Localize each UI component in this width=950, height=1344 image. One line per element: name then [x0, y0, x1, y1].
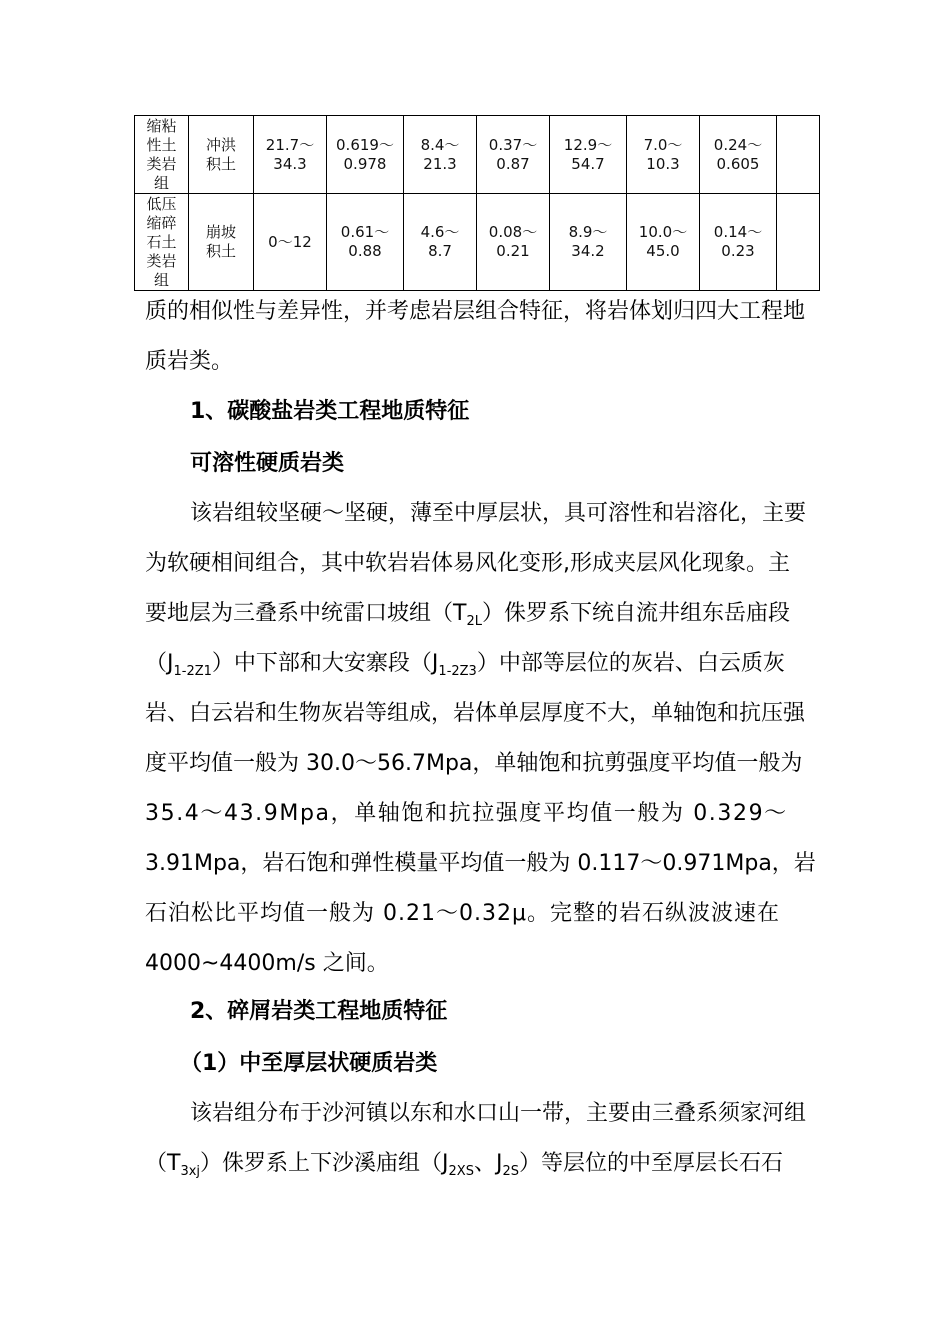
text-run: 、J	[473, 1151, 503, 1176]
cell-text: 类岩	[146, 154, 177, 173]
genesis-cell	[189, 116, 254, 194]
cell-text: 崩坡	[205, 223, 236, 241]
cell-text: 34.3	[273, 154, 307, 173]
genesis-cell	[189, 194, 254, 291]
cell-text: 0.978	[343, 154, 387, 173]
paragraph-line: 该岩组分布于沙河镇以东和水口山一带，主要由三叠系须家河组	[190, 1101, 807, 1126]
subscript: 2S	[502, 1164, 519, 1179]
section-heading: 1、碳酸盐岩类工程地质特征	[190, 399, 470, 424]
value-cell	[254, 116, 327, 194]
text-run: ）侏罗系上下沙溪庙组（J	[200, 1151, 449, 1176]
subscript: 2L	[466, 614, 482, 629]
cell-text: 0.21	[496, 242, 530, 260]
paragraph-line	[145, 1146, 783, 1179]
paragraph-line: 质岩类。	[145, 349, 234, 374]
text-run: 要地层为三叠系中统雷口坡组（T	[145, 601, 467, 626]
cell-text: 0.619～	[336, 135, 394, 154]
text-run: （J	[145, 651, 174, 676]
cell-text: 0.37～	[488, 135, 538, 154]
value-cell	[327, 116, 404, 194]
value-cell	[404, 194, 477, 291]
paragraph-line: 3.91Mpa，岩石饱和弹性模量平均值一般为 0.117～0.971Mpa，岩	[145, 851, 816, 876]
cell-text: 21.3	[423, 154, 457, 173]
cell-text: 积土	[205, 242, 236, 260]
subscript: 3xj	[180, 1164, 201, 1179]
cell-text: 石土	[146, 232, 177, 251]
rock-group-cell	[135, 116, 189, 194]
cell-text: 34.2	[571, 242, 605, 260]
cell-text: 8.4～	[420, 135, 460, 154]
rock-group-cell	[135, 194, 189, 291]
subsection-heading: （1）中至厚层状硬质岩类	[180, 1051, 438, 1076]
paragraph-line	[145, 646, 785, 679]
value-cell	[404, 116, 477, 194]
value-cell	[700, 194, 777, 291]
properties-table	[134, 115, 820, 291]
paragraph-line: 35.4～43.9Mpa，单轴饱和抗拉强度平均值一般为 0.329～	[145, 801, 788, 826]
value-cell	[550, 194, 627, 291]
cell-text: 8.7	[428, 242, 452, 260]
rock-properties-table	[134, 115, 820, 291]
cell-text: 0.605	[716, 154, 760, 173]
text-run: （T	[145, 1151, 181, 1176]
cell-text: 缩粘	[146, 116, 177, 135]
cell-text: 8.9～	[568, 223, 608, 241]
subsection-heading: 可溶性硬质岩类	[190, 451, 345, 476]
table-row	[135, 194, 820, 291]
paragraph-line: 质的相似性与差异性，并考虑岩层组合特征，将岩体划归四大工程地	[145, 299, 806, 324]
subscript: 2XS	[448, 1164, 474, 1179]
text-run: ）中下部和大安寨段（J	[211, 651, 439, 676]
paragraph-line: 为软硬相间组合，其中软岩岩体易风化变形,形成夹层风化现象。主	[145, 551, 790, 576]
cell-text: 0.23	[721, 242, 755, 260]
value-cell	[254, 194, 327, 291]
subscript: 1-2Z3	[438, 664, 477, 679]
paragraph-line: 该岩组较坚硬～坚硬，薄至中厚层状，具可溶性和岩溶化，主要	[190, 501, 807, 526]
cell-text: 0.88	[348, 242, 382, 260]
paragraph-line	[145, 596, 790, 629]
cell-text: 4.6～	[420, 223, 460, 241]
value-cell	[477, 194, 550, 291]
cell-text: 0～12	[268, 232, 312, 251]
cell-text: 45.0	[646, 242, 680, 260]
cell-text: 低压	[146, 194, 177, 213]
value-cell	[550, 116, 627, 194]
paragraph-line: 石泊松比平均值一般为 0.21～0.32μ。完整的岩石纵波波速在	[145, 901, 780, 926]
cell-text: 0.24～	[713, 135, 763, 154]
cell-text: 组	[153, 270, 169, 289]
cell-text: 性土	[146, 135, 177, 154]
table-row	[135, 116, 820, 194]
paragraph-line: 岩、白云岩和生物灰岩等组成，岩体单层厚度不大，单轴饱和抗压强	[145, 701, 806, 726]
text-run: ）中部等层位的灰岩、白云质灰	[476, 651, 785, 676]
cell-text: 类岩	[146, 251, 177, 270]
empty-cell	[777, 194, 820, 291]
value-cell	[327, 194, 404, 291]
cell-text: 0.08～	[488, 223, 538, 241]
value-cell	[627, 116, 700, 194]
value-cell	[477, 116, 550, 194]
text-run: ）侏罗系下统自流井组东岳庙段	[481, 601, 790, 626]
value-cell	[627, 194, 700, 291]
cell-text: 21.7～	[265, 135, 315, 154]
cell-text: 组	[153, 173, 169, 192]
cell-text: 10.0～	[638, 223, 688, 241]
subscript: 1-2Z1	[173, 664, 212, 679]
cell-text: 0.14～	[713, 223, 763, 241]
paragraph-line: 4000~4400m/s 之间。	[145, 951, 389, 976]
cell-text: 12.9～	[563, 135, 613, 154]
cell-text: 10.3	[646, 154, 680, 173]
cell-text: 54.7	[571, 154, 605, 173]
text-run: ）等层位的中至厚层长石石	[519, 1151, 784, 1176]
empty-cell	[777, 116, 820, 194]
cell-text: 积土	[205, 154, 236, 173]
paragraph-line: 度平均值一般为 30.0～56.7Mpa，单轴饱和抗剪强度平均值一般为	[145, 751, 803, 776]
value-cell	[700, 116, 777, 194]
cell-text: 0.61～	[340, 223, 390, 241]
cell-text: 7.0～	[643, 135, 683, 154]
section-heading: 2、碎屑岩类工程地质特征	[190, 999, 448, 1024]
cell-text: 冲洪	[205, 135, 236, 154]
cell-text: 缩碎	[146, 213, 177, 232]
cell-text: 0.87	[496, 154, 530, 173]
